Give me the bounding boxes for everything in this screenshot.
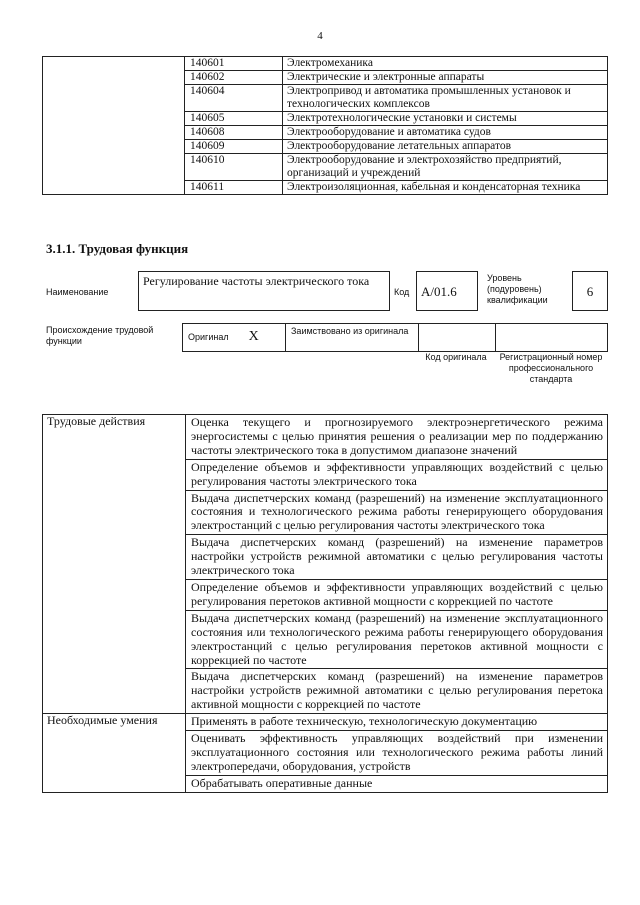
skill-item: Обрабатывать оперативные данные	[186, 775, 608, 792]
labor-action-item: Определение объемов и эффективности управляющих воздействий с целью регулирования перетоков активной мощности с коррекцией по частоте	[186, 579, 608, 610]
origin-label: Происхождение трудовой функции	[46, 325, 154, 346]
specialties-table	[42, 56, 608, 195]
labor-action-item: Определение объемов и эффективности управляющих воздействий с целью регулирования частоты электрического тока	[186, 459, 608, 490]
origin-reg-cell	[496, 324, 608, 352]
skill-item: Оценивать эффективность управляющих воздействий при изменении эксплуатационного состояния или технологического режима работы линий электропередачи, оборудования, устройств	[186, 731, 608, 776]
labor-action-item: Выдача диспетчерских команд (разрешений) на изменение параметров настройки устройств режимной автоматики с целью регулирования частоты электрического тока	[186, 535, 608, 580]
specialty-code: 140604	[185, 85, 283, 112]
specialty-name: Электропривод и автоматика промышленных установок и технологических комплексов	[283, 85, 608, 112]
name-label: Наименование	[46, 287, 109, 297]
labor-action-item: Выдача диспетчерских команд (разрешений) на изменение эксплуатационного состояния или технологического режима работы генерирующего оборудования электростанций с целью регулирования перетоков активной мощности с коррекцией по частоте	[186, 610, 608, 669]
origin-table	[182, 323, 608, 352]
code-label: Код	[394, 287, 410, 297]
origin-original-label: Оригинал	[188, 332, 229, 342]
origin-code-cell	[419, 324, 496, 352]
origin-borrowed-cell	[286, 324, 419, 352]
specialty-code: 140609	[185, 140, 283, 154]
qualification-level-label: Уровень (подуровень) квалификации	[487, 273, 548, 305]
labor-action-item: Выдача диспетчерских команд (разрешений) на изменение параметров настройки устройств режимной автоматики с целью регулирования перетока активной мощности с коррекцией по частоте	[186, 669, 608, 714]
specialty-code: 140610	[185, 154, 283, 181]
specialty-name: Электрооборудование и электрохозяйство предприятий, организаций и учреждений	[283, 154, 608, 181]
specialty-name: Электрические и электронные аппараты	[283, 71, 608, 85]
specialty-name: Электроизоляционная, кабельная и конденсаторная техника	[283, 181, 608, 195]
skill-row	[43, 714, 608, 731]
origin-original-mark: X	[248, 329, 259, 344]
origin-borrowed-label: Заимствовано из оригинала	[291, 326, 409, 336]
origin-reg-caption: Регистрационный номер профессионального стандарта	[499, 352, 603, 384]
page-number: 4	[317, 30, 323, 42]
function-name-value: Регулирование частоты электрического тока	[138, 271, 390, 311]
specialty-name: Электрооборудование летательных аппаратов	[283, 140, 608, 154]
labor-action-item: Оценка текущего и прогнозируемого электроэнергетического режима энергосистемы с целью принятия решения о реализации мер по поддержанию частоты электрического тока в допустимом диапазоне значений	[186, 415, 608, 460]
specialty-code: 140602	[185, 71, 283, 85]
labor-action-item: Выдача диспетчерских команд (разрешений) на изменение эксплуатационного состояния и технологического режима работы генерирующего оборудования электростанций с целью регулирования частоты электрического тока	[186, 490, 608, 535]
specialty-code: 140601	[185, 57, 283, 71]
labor-action-row	[43, 415, 608, 460]
labor-function-table	[42, 414, 608, 793]
origin-code-caption: Код оригинала	[425, 352, 487, 362]
qualification-level-value: 6	[572, 271, 608, 311]
skill-item: Применять в работе техническую, технологическую документацию	[186, 714, 608, 731]
specialty-code: 140611	[185, 181, 283, 195]
specialty-name: Электромеханика	[283, 57, 608, 71]
specialty-code: 140605	[185, 112, 283, 126]
section-heading: 3.1.1. Трудовая функция	[46, 241, 189, 256]
labor-action-title: Трудовые действия	[43, 415, 186, 714]
specialty-name: Электротехнологические установки и системы	[283, 112, 608, 126]
specialty-row	[43, 57, 608, 71]
specialties-blank-cell	[43, 57, 185, 195]
specialty-code: 140608	[185, 126, 283, 140]
origin-original-cell	[183, 324, 286, 352]
specialty-name: Электрооборудование и автоматика судов	[283, 126, 608, 140]
function-code-value: A/01.6	[416, 271, 478, 311]
skill-title: Необходимые умения	[43, 714, 186, 793]
